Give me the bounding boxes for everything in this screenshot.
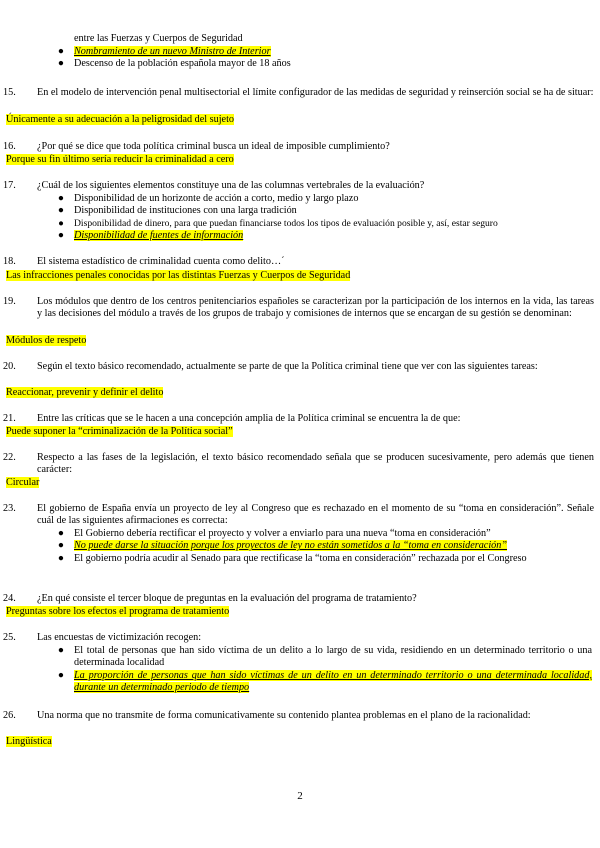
bullet-icon: ● — [57, 46, 65, 57]
question-20: 20. Según el texto básico recomendado, actualmente se parte de que la Política criminal tiene que ver con las siguientes tareas: — [3, 361, 538, 372]
question-22: 22. Respecto a las fases de la legislación, el texto básico recomendado señala que se producen sucesivamente, pero además que tienen carácter: — [3, 452, 594, 476]
option-item: ● Nombramiento de un nuevo Ministro de Interior — [57, 46, 271, 57]
answer-19: Módulos de respeto — [6, 335, 87, 346]
answer-16: Porque su fin último sería reducir la criminalidad a cero — [6, 154, 234, 165]
bullet-icon: ● — [57, 58, 65, 70]
question-21: 21. Entre las críticas que se le hacen a una concepción amplia de la Política criminal se encuentra la de que: — [3, 413, 461, 424]
option-item: ● El total de personas que han sido víctima de un delito a lo largo de su vida, residiendo en un determinado territorio o una determinada localidad — [57, 645, 592, 669]
option-item: ● No puede darse la situación porque los proyectos de ley no están sometidos a la “toma en consideración” — [57, 540, 508, 552]
question-25: 25. Las encuestas de victimización recogen: — [3, 632, 202, 643]
question-17: 17. ¿Cuál de los siguientes elementos constituye una de las columnas vertebrales de la evaluación? — [3, 180, 425, 191]
option-item: ● El Gobierno debería rectificar el proyecto y volver a enviarlo para una nueva “toma en consideración” — [57, 528, 491, 539]
bullet-icon: ● — [57, 540, 65, 552]
answer-20: Reaccionar, prevenir y definir el delito — [6, 387, 164, 398]
bullet-icon: ● — [57, 645, 65, 656]
answer-26: Lingüística — [6, 736, 52, 747]
question-19: 19. Los módulos que dentro de los centros penitenciarios españoles se caracterizan por la participación de los internos en la vida, las tareas y las decisiones del módulo a través de los grupos de trabajo y comisiones de internos que se encargan de su gestión se denominan: — [3, 296, 594, 320]
answer-21: Puede suponer la “criminalización de la Política social” — [6, 426, 233, 437]
answer-18: Las infracciones penales conocidas por las distintas Fuerzas y Cuerpos de Seguridad — [6, 270, 351, 281]
continuation-text: entre las Fuerzas y Cuerpos de Seguridad — [74, 33, 243, 44]
options-17 — [56, 193, 592, 243]
bullet-icon: ● — [57, 669, 65, 681]
option-item: ● Disponibilidad de un horizonte de acción a corto, medio y largo plazo — [57, 193, 359, 204]
answer-22: Circular — [6, 477, 40, 488]
question-16: 16. ¿Por qué se dice que toda política criminal busca un ideal de imposible cumplimiento? — [3, 141, 390, 152]
page-number: 2 — [297, 790, 303, 802]
bullet-icon: ● — [58, 217, 64, 229]
answer-15: Únicamente a su adecuación a la peligrosidad del sujeto — [6, 114, 235, 125]
question-24: 24. ¿En qué consiste el tercer bloque de preguntas en la evaluación del programa de tratamiento? — [3, 593, 417, 604]
bullet-icon: ● — [57, 193, 65, 204]
option-item: ● Disponibilidad de dinero, para que puedan financiarse todos los tipos de evaluación posible y, así, estar seguro — [56, 218, 592, 230]
question-23: 23. El gobierno de España envía un proyecto de ley al Congreso que es rechazado en el momento de su “toma en consideración”. Señale cuál de las siguientes afirmaciones es correcta: — [3, 503, 594, 527]
continuation-options — [56, 46, 592, 71]
option-item: ● Descenso de la población española mayor de 18 años — [57, 58, 291, 70]
bullet-icon: ● — [57, 230, 65, 242]
option-item: ● El gobierno podría acudir al Senado para que rectificase la “toma en consideración” rechazada por el Congreso — [57, 552, 527, 564]
option-item: ● La proporción de personas que han sido víctimas de un delito en un determinado territorio o una determinada localidad, durante un determinado periodo de tiempo — [57, 669, 592, 694]
bullet-icon: ● — [57, 552, 65, 564]
question-26: 26. Una norma que no transmite de forma comunicativamente su contenido plantea problemas en el plano de la racionalidad: — [3, 710, 531, 721]
question-18: 18. El sistema estadístico de criminalidad cuenta como delito…´ — [3, 256, 285, 267]
question-15: 15. En el modelo de intervención penal multisectorial el límite configurador de las medidas de seguridad y reinserción social se ha de situar: — [3, 87, 594, 98]
options-25 — [56, 645, 592, 695]
bullet-icon: ● — [57, 205, 65, 217]
answer-24: Preguntas sobre los efectos el programa de tratamiento — [6, 606, 230, 617]
options-23 — [56, 528, 592, 565]
bullet-icon: ● — [57, 528, 65, 539]
option-item: ● Disponibilidad de fuentes de información — [57, 230, 244, 242]
option-item: ● Disponibilidad de instituciones con una larga tradición — [57, 205, 297, 217]
